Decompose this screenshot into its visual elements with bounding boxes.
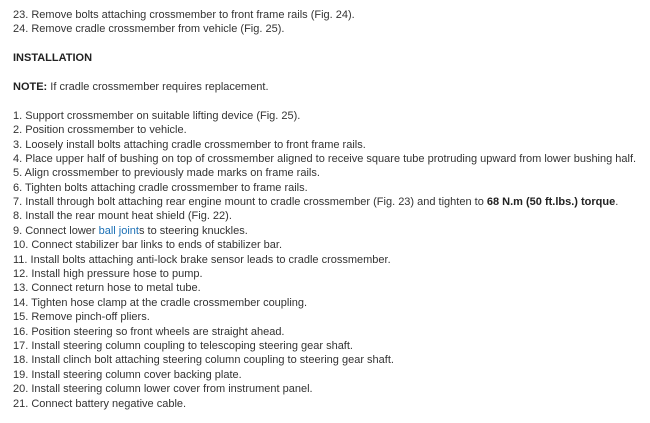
install-step-7-text: 7. Install through bolt attaching rear engine mount to cradle crossmember (Fig. 23) and tighten to — [13, 196, 487, 209]
install-step-4: 4. Place upper half of bushing on top of crossmember aligned to receive square tube protruding upward from lower bushing half. — [13, 152, 637, 165]
install-step-1: 1. Support crossmember on suitable lifting device (Fig. 25). — [13, 109, 301, 122]
install-step-11: 11. Install bolts attaching anti-lock brake sensor leads to cradle crossmember. — [13, 253, 391, 266]
install-step-9-post: s to steering knuckles. — [138, 224, 248, 237]
install-step-18: 18. Install clinch bolt attaching steering column coupling to steering gear shaft. — [13, 354, 394, 367]
install-step-6: 6. Tighten bolts attaching cradle crossmember to frame rails. — [13, 181, 308, 194]
install-step-7 — [13, 195, 650, 209]
note-paragraph — [13, 80, 650, 94]
ball-joint-link[interactable]: ball joint — [98, 224, 139, 237]
install-step-5: 5. Align crossmember to previously made marks on frame rails. — [13, 167, 320, 180]
spacer — [13, 37, 650, 51]
install-step-7-end: . — [615, 196, 619, 209]
install-step-13: 13. Connect return hose to metal tube. — [13, 282, 201, 295]
install-step-14: 14. Tighten hose clamp at the cradle crossmember coupling. — [13, 296, 308, 309]
install-step-12: 12. Install high pressure hose to pump. — [13, 268, 203, 281]
installation-heading: INSTALLATION — [13, 52, 93, 65]
torque-spec: 68 N.m (50 ft.lbs.) torque — [486, 196, 616, 209]
spacer — [13, 66, 650, 80]
install-step-17: 17. Install steering column coupling to telescoping steering gear shaft. — [13, 339, 353, 352]
installation-steps-list — [13, 109, 650, 411]
note-label: NOTE: — [13, 80, 48, 93]
spacer — [13, 94, 650, 108]
removal-step-23: 23. Remove bolts attaching crossmember to front frame rails (Fig. 24). — [13, 9, 355, 21]
install-step-19: 19. Install steering column cover backing plate. — [13, 368, 242, 381]
install-step-10: 10. Connect stabilizer bar links to ends of stabilizer bar. — [13, 239, 283, 252]
removal-step-24: 24. Remove cradle crossmember from vehicle (Fig. 25). — [13, 23, 285, 36]
note-text: If cradle crossmember requires replacement. — [47, 80, 269, 93]
install-step-15: 15. Remove pinch-off pliers. — [13, 311, 150, 324]
install-step-16: 16. Position steering so front wheels are straight ahead. — [13, 325, 285, 338]
install-step-20: 20. Install steering column lower cover from instrument panel. — [13, 383, 313, 396]
install-step-21: 21. Connect battery negative cable. — [13, 397, 187, 410]
install-step-9 — [13, 224, 650, 238]
install-step-9-pre: 9. Connect lower — [13, 224, 99, 237]
install-step-8: 8. Install the rear mount heat shield (Fig. 22). — [13, 210, 232, 223]
install-step-2: 2. Position crossmember to vehicle. — [13, 124, 187, 137]
install-step-3: 3. Loosely install bolts attaching cradle crossmember to front frame rails. — [13, 138, 366, 151]
